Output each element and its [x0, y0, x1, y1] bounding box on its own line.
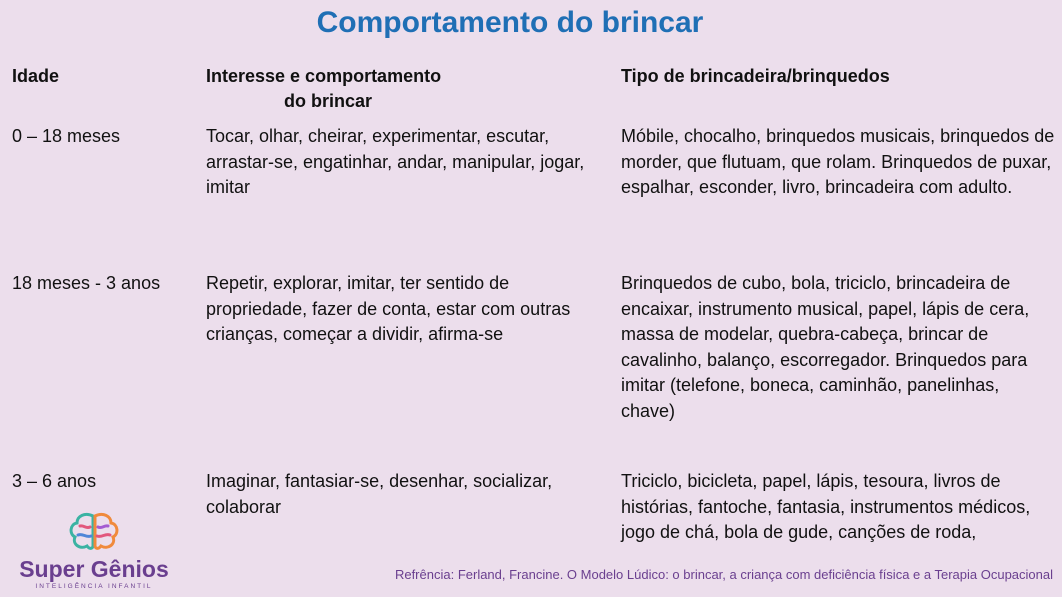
row-2-idade: 18 meses - 3 anos — [12, 273, 161, 293]
header-interesse-line2: do brincar — [284, 91, 373, 111]
row-1-tipo: Móbile, chocalho, brinquedos musicais, brinquedos de morder, que flutuam, que rolam. Brinquedos de puxar, espalhar, esconder, livro, brincadeira com adulto. — [621, 126, 1055, 197]
page-title: Comportamento do brincar — [316, 6, 704, 39]
logo-name: Super Gênios — [19, 556, 169, 582]
row-1-idade: 0 – 18 meses — [12, 126, 121, 146]
row-1-interesse: Tocar, olhar, cheirar, experimentar, escutar, arrastar-se, engatinhar, andar, manipular, jogar, imitar — [206, 126, 585, 197]
header-idade: Idade — [12, 66, 60, 86]
header-interesse — [206, 64, 506, 114]
row-2-tipo: Brinquedos de cubo, bola, triciclo, brincadeira de encaixar, instrumento musical, papel, lápis de cera, massa de modelar, quebra-cabeça, brincar de cavalinho, balanço, escorregador. Brinquedos para imitar (telefone, boneca, caminhão, panelinhas, chave) — [621, 273, 1030, 421]
header-interesse-line1: Interesse e comportamento — [206, 66, 442, 86]
row-3-tipo: Triciclo, bicicleta, papel, lápis, tesoura, livros de histórias, fantoche, fantasia, instrumentos médicos, jogo de chá, bola de gude, canções de roda, — [621, 471, 1031, 542]
header-tipo: Tipo de brincadeira/brinquedos — [621, 66, 890, 86]
logo — [18, 512, 170, 592]
logo-tagline: INTELIGÊNCIA INFANTIL — [35, 583, 153, 590]
brain-icon — [67, 512, 121, 552]
row-3-interesse: Imaginar, fantasiar-se, desenhar, socializar, colaborar — [206, 471, 553, 517]
row-2-interesse: Repetir, explorar, imitar, ter sentido de propriedade, fazer de conta, estar com outras crianças, começar a dividir, afirma-se — [206, 273, 571, 344]
row-3-idade: 3 – 6 anos — [12, 471, 97, 491]
reference-note: Refrência: Ferland, Francine. O Modelo Lúdico: o brincar, a criança com deficiência física e a Terapia Ocupacional — [394, 567, 1053, 582]
